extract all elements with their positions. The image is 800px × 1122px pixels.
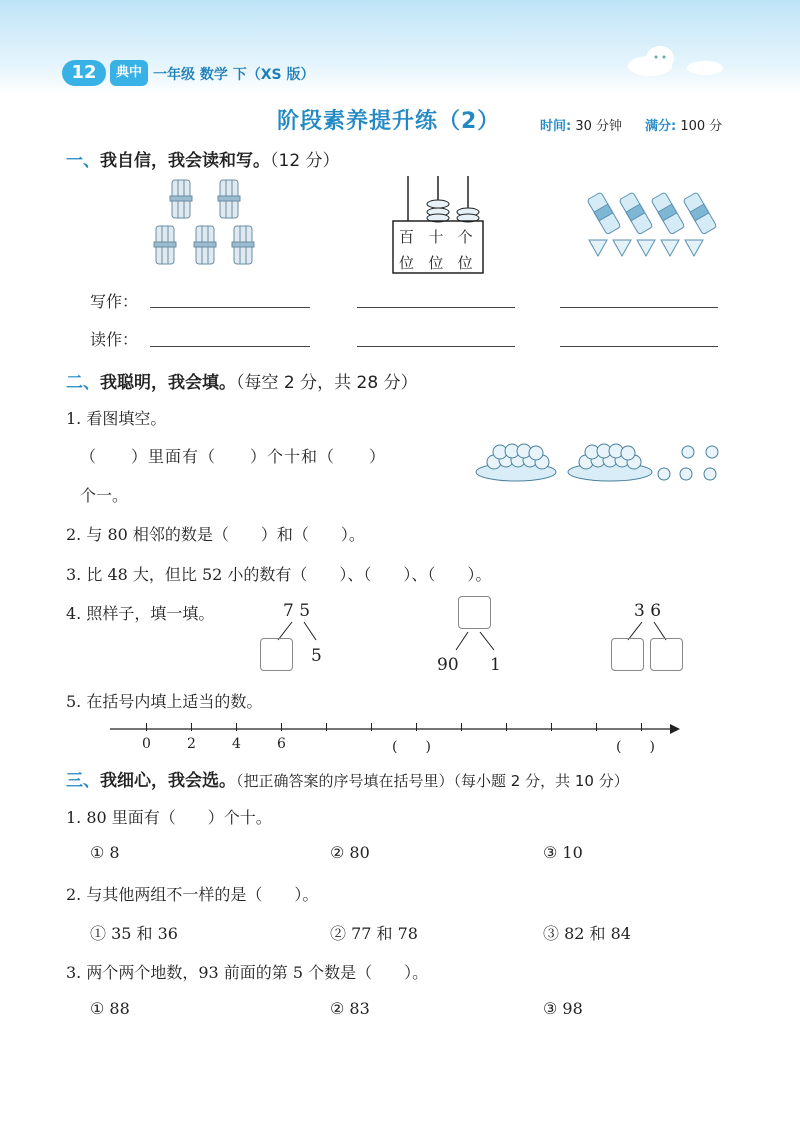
s3-q1-option-1[interactable]: ① 8 bbox=[90, 843, 120, 862]
abacus-label-hundreds: 百 bbox=[399, 228, 415, 246]
split3-answer-box-left[interactable] bbox=[611, 638, 644, 671]
tick-11 bbox=[641, 723, 642, 731]
read-answer-line-3[interactable] bbox=[560, 346, 718, 347]
write-label: 写作： bbox=[90, 292, 139, 311]
stick-packs-icon bbox=[583, 182, 723, 262]
score-info bbox=[645, 115, 722, 134]
tick-3 bbox=[281, 723, 282, 731]
s2-q1-line1: （ ）里面有（ ）个十和（ ） bbox=[80, 447, 387, 466]
abacus-labels bbox=[399, 226, 473, 247]
s3-q3-option-3[interactable]: ③ 98 bbox=[543, 999, 583, 1018]
abacus-label-tens: 十 bbox=[428, 228, 444, 246]
apples-plates-icon bbox=[474, 440, 724, 490]
section3-title: 我细心，我会选。 bbox=[100, 771, 236, 791]
number-line-blank-2[interactable]: ( ) bbox=[616, 739, 655, 755]
split1-top: 7 5 bbox=[283, 601, 311, 621]
s3-q2: 2. 与其他两组不一样的是（ ）。 bbox=[66, 885, 319, 904]
s3-q2-option-3[interactable]: ③ 82 和 84 bbox=[543, 924, 631, 943]
tick-5 bbox=[371, 723, 372, 731]
tick-6 bbox=[416, 723, 417, 731]
s3-q1-option-3[interactable]: ③ 10 bbox=[543, 843, 583, 862]
section3-heading bbox=[66, 766, 629, 791]
tick-4 bbox=[326, 723, 327, 731]
s2-q1-line2: 个一。 bbox=[80, 486, 129, 505]
number-line-label-0: 0 bbox=[142, 736, 151, 752]
page-number: 12 bbox=[62, 60, 106, 86]
split2-branch-lines bbox=[450, 630, 510, 654]
tick-9 bbox=[551, 723, 552, 731]
tick-8 bbox=[506, 723, 507, 731]
s2-q1: 1. 看图填空。 bbox=[66, 409, 167, 428]
section1-title: 我自信，我会读和写。 bbox=[100, 151, 270, 171]
s2-q3: 3. 比 48 大，但比 52 小的数有（ ）、（ ）、（ ）。 bbox=[66, 565, 492, 584]
tick-10 bbox=[596, 723, 597, 731]
write-answer-line-1[interactable] bbox=[150, 307, 310, 308]
split2-right: 1 bbox=[490, 655, 501, 675]
split1-answer-box[interactable] bbox=[260, 638, 293, 671]
s3-q3-option-2[interactable]: ② 83 bbox=[330, 999, 370, 1018]
split1-right: 5 bbox=[311, 646, 322, 666]
s3-q3-option-1[interactable]: ① 88 bbox=[90, 999, 130, 1018]
number-line-label-4: 4 bbox=[232, 736, 241, 752]
write-answer-line-2[interactable] bbox=[357, 307, 515, 308]
stick-bundles-icon bbox=[150, 178, 260, 268]
number-line-label-2: 2 bbox=[187, 736, 196, 752]
breadcrumb: 一年级 数学 下（XS 版） bbox=[153, 67, 315, 83]
section1-number: 一、 bbox=[66, 151, 100, 171]
brand-logo: 典中 bbox=[110, 60, 148, 86]
section3-number: 三、 bbox=[66, 771, 100, 791]
section2-heading bbox=[66, 368, 418, 393]
abacus-labels-row2 bbox=[399, 252, 473, 273]
tick-0 bbox=[146, 723, 147, 731]
time-info bbox=[540, 115, 622, 134]
read-answer-line-2[interactable] bbox=[357, 346, 515, 347]
section2-number: 二、 bbox=[66, 373, 100, 393]
s2-q2: 2. 与 80 相邻的数是（ ）和（ ）。 bbox=[66, 525, 365, 544]
abacus-label-wei-1: 位 bbox=[399, 254, 415, 272]
tick-7 bbox=[461, 723, 462, 731]
s2-q5: 5. 在括号内填上适当的数。 bbox=[66, 692, 263, 711]
section1-note: （12 分） bbox=[270, 151, 340, 171]
abacus-label-wei-2: 位 bbox=[428, 254, 444, 272]
s2-q4: 4. 照样子，填一填。 bbox=[66, 604, 215, 623]
s3-q2-option-2[interactable]: ② 77 和 78 bbox=[330, 924, 418, 943]
cloud-decoration-icon bbox=[620, 38, 730, 83]
score-label: 满分: bbox=[645, 119, 677, 134]
number-line-label-6: 6 bbox=[277, 736, 286, 752]
tick-2 bbox=[236, 723, 237, 731]
read-label: 读作： bbox=[90, 330, 139, 349]
write-answer-line-3[interactable] bbox=[560, 307, 718, 308]
split2-answer-box[interactable] bbox=[458, 596, 491, 629]
abacus-label-wei-3: 位 bbox=[457, 254, 473, 272]
tick-1 bbox=[191, 723, 192, 731]
split2-left: 90 bbox=[437, 655, 459, 675]
time-label: 时间: bbox=[540, 119, 572, 134]
abacus-label-ones: 个 bbox=[457, 228, 473, 246]
section2-title: 我聪明，我会填。 bbox=[100, 373, 236, 393]
section3-note: （把正确答案的序号填在括号里）（每小题 2 分，共 10 分） bbox=[236, 772, 629, 790]
page-title: 阶段素养提升练（2） bbox=[277, 109, 501, 134]
section2-note: （每空 2 分，共 28 分） bbox=[236, 373, 418, 393]
s3-q1: 1. 80 里面有（ ）个十。 bbox=[66, 808, 272, 827]
time-value: 30 分钟 bbox=[575, 119, 623, 134]
split3-answer-box-right[interactable] bbox=[650, 638, 683, 671]
split3-top: 3 6 bbox=[634, 601, 662, 621]
read-answer-line-1[interactable] bbox=[150, 346, 310, 347]
number-line-blank-1[interactable]: ( ) bbox=[392, 739, 431, 755]
s3-q1-option-2[interactable]: ② 80 bbox=[330, 843, 370, 862]
s3-q2-option-1[interactable]: ① 35 和 36 bbox=[90, 924, 178, 943]
score-value: 100 分 bbox=[680, 119, 723, 134]
section1-heading bbox=[66, 146, 340, 171]
s3-q3: 3. 两个两个地数，93 前面的第 5 个数是（ ）。 bbox=[66, 963, 429, 982]
